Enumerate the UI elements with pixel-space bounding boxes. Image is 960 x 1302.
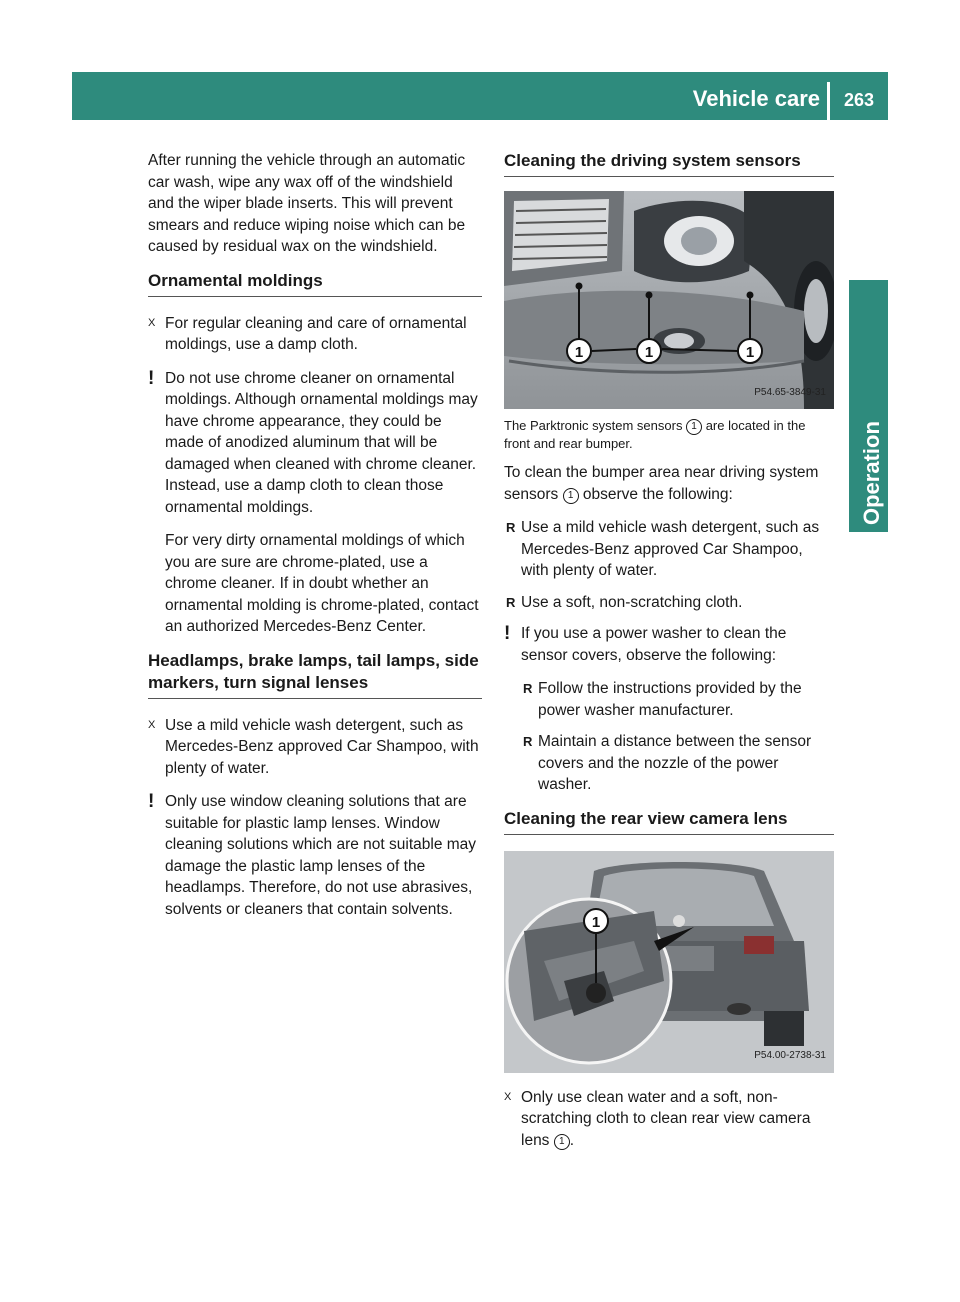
ornamental-heading: Ornamental moldings xyxy=(148,270,482,297)
sensors-intro-b: observe the following: xyxy=(582,485,733,503)
ornamental-step-text: For regular cleaning and care of ornamental moldings, use a damp cloth. xyxy=(165,314,467,353)
left-column xyxy=(148,150,482,932)
section-tab-label: Operation xyxy=(859,421,884,525)
list-item xyxy=(521,678,834,721)
camera-step-end: . xyxy=(569,1131,575,1149)
headlamps-step-text: Use a mild vehicle wash detergent, such as Mercedes-Benz approved Car Shampoo, with plenty of water. xyxy=(165,716,479,777)
list-item xyxy=(504,517,834,582)
bullet-icon: R xyxy=(506,520,516,535)
ornamental-warning xyxy=(148,368,482,638)
camera-figure xyxy=(504,851,834,1073)
camera-heading: Cleaning the rear view camera lens xyxy=(504,808,834,835)
warning-icon: ! xyxy=(504,623,511,644)
sensors-intro-a: To clean the bumper area near driving system sensors xyxy=(504,464,819,503)
right-column xyxy=(504,150,834,1163)
step-arrow-icon: X xyxy=(148,316,156,329)
camera-step-text: Only use clean water and a soft, non-scratching cloth to clean rear view camera lens xyxy=(521,1088,811,1149)
bullet-text: Maintain a distance between the sensor covers and the nozzle of the power washer. xyxy=(538,733,812,793)
step-arrow-icon: X xyxy=(148,718,156,731)
headlamps-warning xyxy=(148,791,482,920)
callout-1-left: 1 xyxy=(574,344,584,361)
car-front-illustration xyxy=(504,191,834,409)
sensors-figure xyxy=(504,191,834,409)
list-item xyxy=(521,731,834,796)
camera-callout: 1 xyxy=(591,913,601,931)
camera-step xyxy=(504,1087,834,1152)
intro-paragraph: After running the vehicle through an automatic car wash, wipe any wax off of the windshield and the wiper blade inserts. This will prevent smears and reduce wiping noise which can be caused by residual wax on the windshield. xyxy=(148,152,466,255)
sensors-heading: Cleaning the driving system sensors xyxy=(504,150,834,177)
bullet-text: Use a mild vehicle wash detergent, such as Mercedes-Benz approved Car Shampoo, with plenty of water. xyxy=(521,519,820,579)
headlamps-warning-text: Only use window cleaning solutions that are suitable for plastic lamp lenses. Window cleaning solutions which are not suitable may damage the plastic lamp lenses of the headlamps. Therefore, do not use abrasives, solvents or cleaners that contain solvents. xyxy=(165,793,477,918)
power-washer-warning xyxy=(504,623,834,796)
section-tab xyxy=(849,280,888,532)
list-item xyxy=(504,592,834,614)
power-washer-warning-text: If you use a power washer to clean the sensor covers, observe the following: xyxy=(521,625,787,664)
caption-text-a: The Parktronic system sensors xyxy=(504,418,683,433)
bullet-icon: R xyxy=(523,734,533,749)
callout-1-center: 1 xyxy=(644,344,654,361)
ornamental-warning-text: Do not use chrome cleaner on ornamental moldings. Although ornamental moldings may have chrome appearance, they could be made of anodized aluminum that will be damaged when cleaned with chrome cleaner. Instead, use a damp cloth to clean those ornamental moldings. xyxy=(165,369,478,516)
headlamps-heading: Headlamps, brake lamps, tail lamps, side markers, turn signal lenses xyxy=(148,650,482,699)
figure-code: P54.65-3849-31 xyxy=(754,386,826,398)
bullet-icon: R xyxy=(523,681,533,696)
step-arrow-icon: X xyxy=(504,1090,512,1103)
ornamental-warning-cont: For very dirty ornamental moldings of which you are sure are chrome-plated, use a chrome cleaner. If in doubt whether an ornamental molding is chrome-plated, contact an authorized Mercedes-Benz Center. xyxy=(165,532,479,635)
callout-icon: 1 xyxy=(554,1134,570,1150)
callout-icon: 1 xyxy=(686,419,702,435)
page-number: 263 xyxy=(843,90,875,110)
page-header xyxy=(72,72,888,120)
figure-code: P54.00-2738-31 xyxy=(754,1050,826,1061)
warning-icon: ! xyxy=(148,791,155,812)
car-rear-illustration xyxy=(504,851,834,1073)
warning-icon: ! xyxy=(148,367,155,389)
bullet-text: Follow the instructions provided by the power washer manufacturer. xyxy=(538,680,802,719)
bullet-icon: R xyxy=(506,594,516,610)
caption-text-b: are located in the front and rear bumper. xyxy=(504,418,806,451)
bullet-text: Use a soft, non-scratching cloth. xyxy=(521,593,743,611)
chapter-title: Vehicle care xyxy=(692,86,820,111)
ornamental-step xyxy=(148,313,482,356)
callout-1-right: 1 xyxy=(745,344,755,361)
headlamps-step xyxy=(148,715,482,780)
callout-icon: 1 xyxy=(563,488,579,504)
sensors-intro xyxy=(504,462,834,505)
sensors-caption xyxy=(504,417,834,452)
header-divider xyxy=(827,82,830,120)
